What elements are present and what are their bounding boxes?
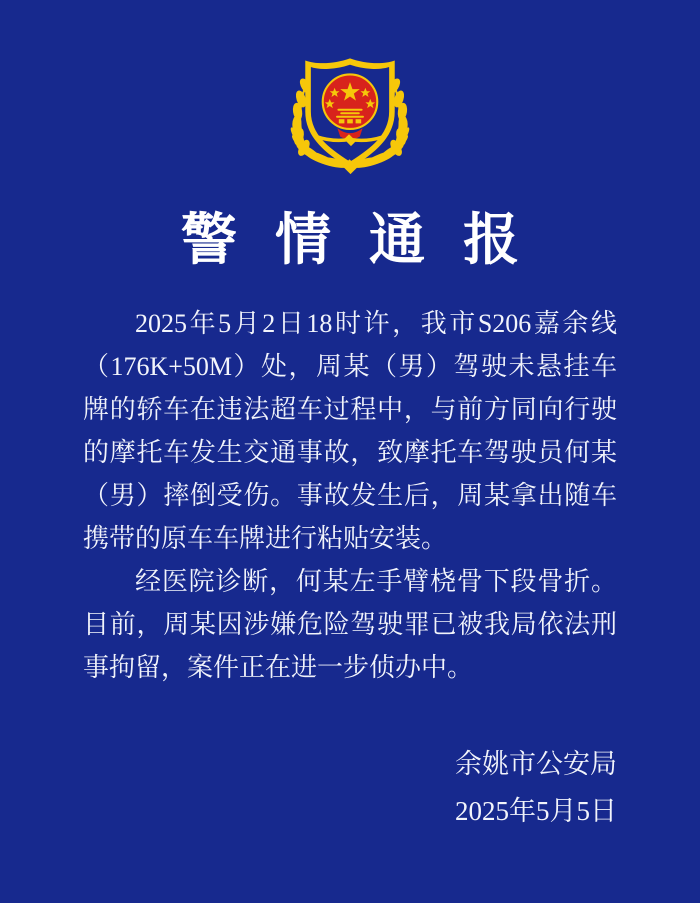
police-badge-icon bbox=[272, 50, 428, 180]
signature-block bbox=[83, 741, 617, 835]
badge-container bbox=[0, 50, 700, 180]
signature-organization: 余姚市公安局 bbox=[455, 749, 617, 779]
notice-paragraph-1: 2025年5月2日18时许，我市S206嘉余线（176K+50M）处，周某（男）驾驶未悬挂车牌的轿车在违法超车过程中，与前方同向行驶的摩托车发生交通事故，致摩托车驾驶员何某（男）摔倒受伤。事故发生后，周某拿出随车携带的原车车牌进行粘贴安装。 bbox=[83, 309, 617, 553]
notice-title: 警情通报 bbox=[180, 210, 558, 272]
notice-body bbox=[83, 302, 617, 689]
signature-date: 2025年5月5日 bbox=[455, 796, 617, 826]
notice-paragraph-2: 经医院诊断，何某左手臂桡骨下段骨折。目前，周某因涉嫌危险驾驶罪已被我局依法刑事拘留，案件正在进一步侦办中。 bbox=[83, 567, 617, 682]
